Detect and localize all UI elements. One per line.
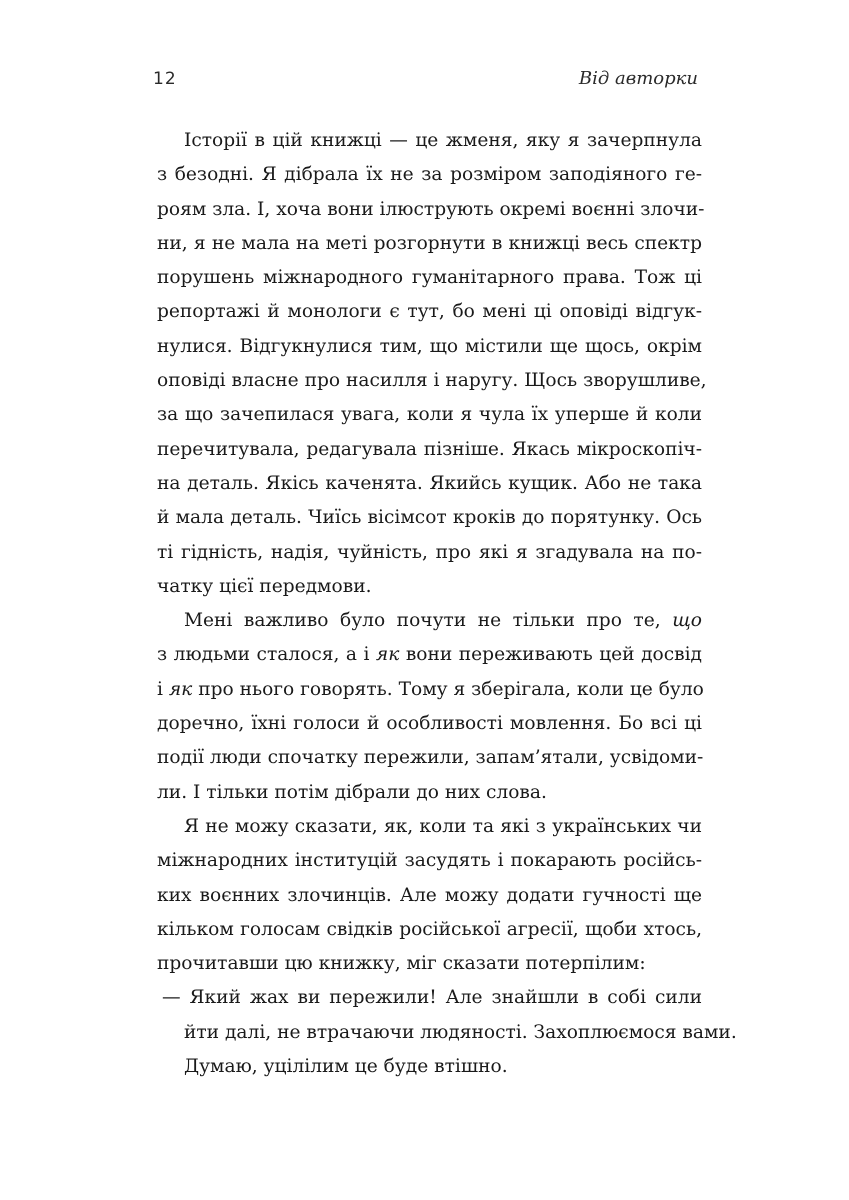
text-line: ни, я не мала на меті розгорнути в книжці весь спектр: [157, 232, 702, 254]
emphasis-text: що: [672, 610, 702, 632]
text-line: — Який жах ви пережили! Але знайшли в собі сили: [162, 987, 702, 1009]
paragraph: [157, 1050, 702, 1084]
text-run: і: [157, 678, 169, 700]
text-line: за що зачепилася увага, коли я чула їх уперше й коли: [157, 404, 702, 426]
text-line: прочитавши цю книжку, міг сказати потерпілим:: [157, 953, 646, 975]
text-line: роям зла. І, хоча вони ілюструють окремі воєнні злочи-: [157, 198, 705, 220]
text-line: оповіді власне про насилля і наругу. Щось зворушливе,: [157, 370, 707, 392]
emphasis-text: як: [168, 678, 193, 700]
text-line: [157, 673, 702, 707]
text-run: про нього говорять. Тому я зберігала, коли це було: [192, 678, 704, 700]
text-line: й мала деталь. Чиїсь вісімсот кроків до порятунку. Ось: [157, 507, 702, 529]
text-line: [157, 604, 702, 638]
text-line: міжнародних інституцій засудять і покарають російсь-: [157, 850, 702, 872]
text-line: [157, 638, 702, 672]
text-run: вони переживають цей досвід: [399, 644, 702, 666]
text-line: Думаю, уцілілим це буде втішно.: [184, 1056, 508, 1078]
text-line: ли. І тільки потім дібрали до них слова.: [157, 781, 547, 803]
text-line: чатку цієї передмови.: [157, 575, 372, 597]
page-number: 12: [153, 69, 177, 89]
text-run: Мені важливо було почути не тільки про те,: [184, 610, 673, 632]
text-run: з людьми сталося, а і: [157, 644, 376, 666]
paragraph: [157, 810, 702, 981]
text-line: кільком голосам свідків російської агресії, щоби хтось,: [157, 918, 702, 940]
text-line: на деталь. Якісь каченята. Якийсь кущик. Або не така: [157, 472, 702, 494]
text-line: Я не можу сказати, як, коли та які з українських чи: [184, 815, 702, 837]
text-line: ких воєнних злочинців. Але можу додати гучності ще: [157, 884, 702, 906]
paragraph: [157, 604, 702, 810]
text-line: репортажі й монологи є тут, бо мені ці оповіді відгук-: [157, 301, 702, 323]
text-line: доречно, їхні голоси й особливості мовлення. Бо всі ці: [157, 713, 702, 735]
text-line: нулися. Відгукнулися тим, що містили ще щось, окрім: [157, 335, 702, 357]
text-line: з безодні. Я дібрала їх не за розміром заподіяного ге-: [157, 164, 702, 186]
text-line: ті гідність, надія, чуйність, про які я згадувала на по-: [157, 541, 702, 563]
text-line: йти далі, не втрачаючи людяності. Захоплюємося вами.: [184, 1021, 737, 1043]
text-line: події люди спочатку пережили, запам’ятали, усвідоми-: [157, 747, 704, 769]
text-line: порушень міжнародного гуманітарного права. Тож ці: [157, 267, 702, 289]
running-title: Від авторки: [578, 68, 698, 89]
emphasis-text: як: [375, 644, 400, 666]
text-line: перечитувала, редагувала пізніше. Якась мікроскопіч-: [157, 438, 702, 460]
body-text: [157, 124, 737, 1084]
paragraph: [157, 124, 707, 604]
paragraph-dialogue: [157, 981, 737, 1050]
text-line: Історії в цій книжці — це жменя, яку я зачерпнула: [184, 130, 702, 151]
